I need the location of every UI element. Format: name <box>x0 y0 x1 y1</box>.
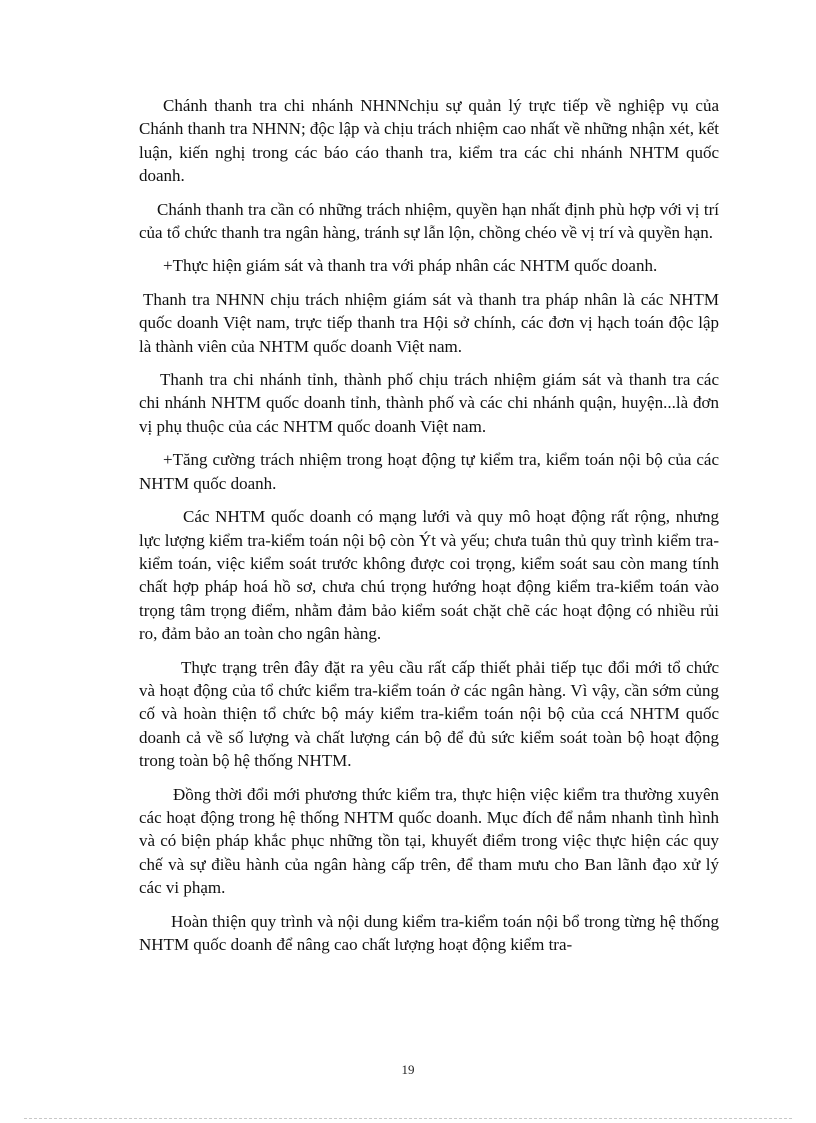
footer-divider <box>24 1118 792 1119</box>
paragraph-sbv-inspection: Thanh tra NHNN chịu trách nhiệm giám sát và thanh tra pháp nhân là các NHTM quốc doanh Việt nam, trực tiếp thanh tra Hội sở chính, các đơn vị hạch toán độc lập là thành viên của NHTM quốc doanh Việt nam. <box>139 289 719 356</box>
paragraph-provincial-inspection: Thanh tra chi nhánh tỉnh, thành phố chịu trách nhiệm giám sát và thanh tra các chi nhánh NHTM quốc doanh tỉnh, thành phố và các chi nhánh quận, huyện...là đơn vị phụ thuộc của các NHTM quốc doanh Việt nam. <box>139 370 719 436</box>
paragraph-inspection-methods: Đồng thời đổi mới phương thức kiểm tra, thực hiện việc kiểm tra thường xuyên các hoạt động trong hệ thống NHTM quốc doanh. Mục đích để nắm nhanh tình hình và có biện pháp khắc phục những tồn tại, khuyết điểm trong việc thực hiện các quy chế và sự điều hành của ngân hàng cấp trên, để tham mưu cho Ban lãnh đạo xử lý các vi phạm. <box>139 784 719 898</box>
paragraph-chief-inspector-branch: Chánh thanh tra chi nhánh NHNNchịu sự quản lý trực tiếp về nghiệp vụ của Chánh thanh tra NHNN; độc lập và chịu trách nhiệm cao nhất về những nhận xét, kết luận, kiến nghị trong các báo cáo thanh tra, kiểm tra các chi nhánh NHTM quốc doanh. <box>139 96 719 186</box>
paragraph-supervision-heading: +Thực hiện giám sát và thanh tra với pháp nhân các NHTM quốc doanh. <box>163 256 658 276</box>
paragraph-network-scale: Các NHTM quốc doanh có mạng lưới và quy mô hoạt động rất rộng, nhưng lực lượng kiểm tra-kiểm toán nội bộ còn Ýt và yếu; chưa tuân thủ quy trình kiểm tra-kiểm toán, việc kiểm soát trước không được coi trọng, kiểm soát sau còn mang tính chất hợp pháp hoá hồ sơ, chưa chú trọng hướng hoạt động kiểm tra-kiểm toán vào trọng tâm trọng điểm, nhằm đảm bảo kiểm soát chặt chẽ các hoạt động có nhiều rủi ro, đảm bảo an toàn cho ngân hàng. <box>139 507 719 644</box>
paragraph-internal-audit-heading: +Tăng cường trách nhiệm trong hoạt động tự kiểm tra, kiểm toán nội bộ của các NHTM quốc doanh. <box>139 450 719 493</box>
page-number: 19 <box>401 1062 415 1077</box>
paragraph-audit-process: Hoàn thiện quy trình và nội dung kiểm tra-kiểm toán nội bổ trong từng hệ thống NHTM quốc doanh để nâng cao chất lượng hoạt động kiểm tra- <box>139 911 719 954</box>
paragraph-current-situation: Thực trạng trên đây đặt ra yêu cầu rất cấp thiết phải tiếp tục đổi mới tổ chức và hoạt động của tổ chức kiểm tra-kiểm toán ở các ngân hàng. Vì vậy, cần sớm củng cố và hoàn thiện tổ chức bộ máy kiểm tra-kiểm toán nội bộ của ccá NHTM quốc doanh cả về số lượng và chất lượng cán bộ để đủ sức kiểm soát toàn bộ hoạt động trong toàn bộ hệ thống NHTM. <box>139 657 719 771</box>
body-text <box>139 94 719 966</box>
paragraph-chief-inspector-duties: Chánh thanh tra cần có những trách nhiệm, quyền hạn nhất định phù hợp với vị trí của tổ chức thanh tra ngân hàng, tránh sự lẫn lộn, chồng chéo về vị trí và quyền hạn. <box>139 199 719 243</box>
